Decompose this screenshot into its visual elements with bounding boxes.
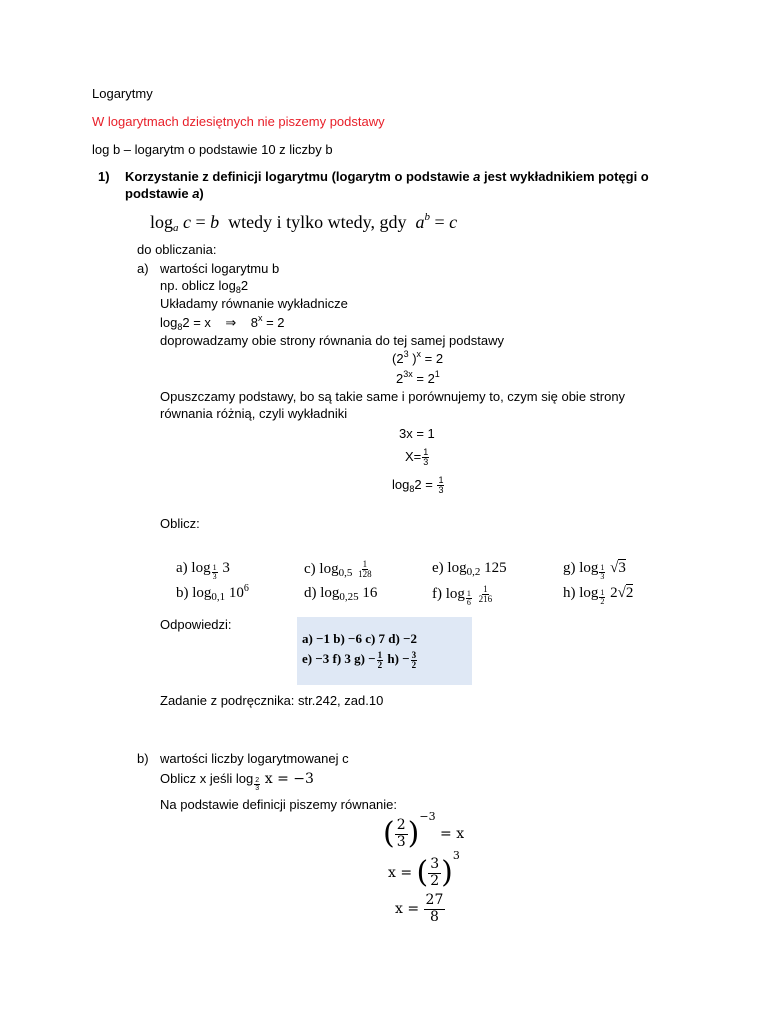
part-a-example (160, 278, 248, 295)
ex-f-label: f) (432, 585, 442, 602)
ex-c-num: 1 (362, 559, 368, 569)
part-a-title: wartości logarytmu b (160, 261, 280, 276)
ex-c-base: 0,5 (338, 566, 353, 579)
part-b-base-num: 2 (255, 777, 260, 785)
ex-h-arg: 2 (610, 585, 618, 601)
ex-a-arg: 3 (222, 560, 230, 576)
ex-f-log: log (445, 585, 465, 602)
ex-f-num: 1 (483, 584, 488, 594)
ex-f-bn: 1 (466, 589, 471, 598)
exercise-g: g) log $\frac{1}{3}$ √3 (563, 560, 626, 582)
ex-c-den: 128 (358, 569, 372, 579)
ans-h-frac (411, 651, 418, 670)
example-text: np. oblicz log (160, 278, 236, 293)
ex-d-base: 0,25 (339, 591, 359, 603)
answers-line-1: a) −1 b) −6 c) 7 d) −2 (302, 631, 418, 646)
eq5-den: 3 (423, 457, 429, 468)
eq1-right-exp: x (257, 313, 263, 323)
ans-g-num: 1 (377, 649, 383, 660)
heading2-italic-a: a (192, 186, 200, 201)
ex-a-base (212, 564, 218, 581)
equation-b3 (395, 890, 445, 928)
eq1-log: log (160, 315, 178, 330)
equation-4: 3x = 1 (399, 426, 435, 441)
b1-rest: = x (440, 826, 465, 842)
page-title: Logarytmy (92, 86, 153, 101)
ex-c-log: log (319, 560, 339, 577)
ex-c-frac (357, 560, 373, 579)
step-3-line2: równania różnią, czyli wykładniki (160, 406, 348, 421)
ex-f-frac (478, 585, 494, 604)
section-heading-line1 (125, 169, 649, 185)
heading2-close: ) (199, 186, 204, 201)
step-3-line1: Opuszczamy podstawy, bo są takie same i porównujemy to, czym się obie strony (160, 389, 626, 404)
answers-line-2 (302, 649, 418, 670)
implies-arrow: ⇒ (225, 315, 237, 330)
ex-g-bn: 1 (600, 563, 605, 573)
ex-d-label: d) (304, 585, 317, 601)
ex-g-arg: 3 (618, 560, 626, 576)
ex-g-log: log (579, 560, 599, 576)
eq2-base: (2 (392, 351, 404, 366)
section-heading-line2 (125, 186, 204, 202)
eq3-exp2: 1 (434, 369, 440, 379)
part-b-base-den: 3 (255, 785, 260, 793)
ex-h-root: 2 (625, 585, 634, 601)
ex-g-bd: 3 (600, 572, 605, 582)
eq1-right-rest: = 2 (262, 315, 285, 330)
ans-h-num: 3 (411, 649, 417, 660)
b3-den: 8 (429, 908, 439, 925)
equation-2 (392, 351, 443, 368)
eq6-base: 8 (409, 484, 415, 494)
zadanie-line: Zadanie z podręcznika: str.242, zad.10 (160, 693, 384, 708)
ex-h-bn: 1 (600, 588, 605, 598)
answers-line2-text: e) −3 f) 3 g) − (302, 651, 376, 666)
ex-a-bn: 1 (212, 563, 217, 573)
example-base: 8 (235, 285, 241, 295)
b3-left: x = (395, 901, 420, 917)
ex-a-log: log (191, 560, 211, 576)
b2-den: 2 (430, 872, 440, 889)
ex-a-label: a) (176, 560, 188, 576)
part-b-oblicz (160, 768, 314, 793)
exercise-h: h) log $\frac{1}{2}$ 2√2 (563, 585, 634, 607)
b3-frac (424, 893, 446, 925)
ex-d-arg: 16 (362, 585, 378, 601)
ex-e-base: 0,2 (466, 566, 481, 578)
ex-b-exp: 6 (243, 583, 249, 594)
equation-3 (396, 371, 440, 388)
ex-e-arg: 125 (484, 560, 507, 576)
section-number: 1) (98, 169, 110, 184)
eq3-base: 2 (396, 371, 404, 386)
log-definition-line: log b – logarytm o podstawie 10 z liczby b (92, 142, 333, 157)
part-b-title: wartości liczby logarytmowanej c (160, 751, 349, 766)
ex-e-label: e) (432, 560, 444, 576)
ex-h-log: log (579, 585, 599, 601)
red-note: W logarytmach dziesiętnych nie piszemy podstawy (92, 114, 385, 129)
example-arg: 2 (240, 278, 249, 293)
eq5-num: 1 (423, 447, 429, 458)
heading-text: Korzystanie z definicji logarytmu (logarytm o podstawie (125, 169, 474, 184)
ex-h-label: h) (563, 585, 576, 601)
ex-c-label: c) (304, 560, 316, 577)
exercise-d (304, 585, 377, 602)
equation-5 (405, 444, 430, 470)
step-2: doprowadzamy obie strony równania do tej samej podstawy (160, 333, 504, 348)
eq6-rest: 2 = (414, 477, 433, 492)
part-b-base-frac (254, 777, 260, 792)
ex-b-label: b) (176, 585, 189, 601)
equation-6 (392, 472, 445, 499)
na-podstawie: Na podstawie definicji piszemy równanie: (160, 797, 398, 812)
b2-num: 3 (430, 856, 440, 873)
part-a-marker: a) (137, 261, 149, 276)
eq6-fraction (437, 476, 444, 495)
definition-formula: loga c = b wtedy i tylko wtedy, gdy $a^b = c$ (150, 211, 458, 234)
eq1-base: 8 (177, 322, 183, 332)
equation-b1: ( $\frac{2}{3}$ )$^{-3}$ = x (383, 810, 465, 851)
part-b-oblicz-text: Oblicz x jeśli log (160, 771, 254, 786)
eq2-rest: = 2 (421, 351, 444, 366)
answers-h-text: h) − (384, 651, 410, 666)
ex-d-log: log (320, 585, 340, 601)
ex-f-bd: 6 (466, 598, 471, 607)
eq5-fraction (422, 448, 429, 467)
b2-left: x = (388, 865, 413, 881)
b3-num: 27 (425, 892, 444, 909)
eq6-log: log (392, 477, 410, 492)
exercise-b (176, 585, 249, 602)
eq3-exp: 3x (403, 369, 413, 379)
ex-a-bd: 3 (212, 572, 217, 582)
eq2-mid: ) (408, 351, 417, 366)
b1-exp: −3 (419, 810, 436, 823)
eq2-exp3: 3 (403, 349, 409, 359)
eq2-expx: x (416, 349, 422, 359)
oblicz-label: Oblicz: (160, 516, 200, 531)
exercise-a (176, 560, 230, 582)
definition-text: wtedy i tylko wtedy, gdy (228, 212, 407, 232)
equation-b2: x = ( $\frac{3}{2}$ )$^3$ (388, 849, 460, 890)
do-obliczania: do obliczania: (137, 242, 217, 257)
eq1-right-base: 8 (250, 315, 258, 330)
ex-b-base: 0,1 (211, 591, 226, 603)
ans-h-den: 2 (411, 659, 417, 670)
ans-g-den: 2 (377, 659, 383, 670)
exercise-c (304, 560, 374, 579)
odpowiedzi-label: Odpowiedzi: (160, 617, 232, 632)
part-b-marker: b) (137, 751, 149, 766)
eq1-rest: 2 = x (182, 315, 211, 330)
heading2-text: podstawie (125, 186, 193, 201)
b1-num: 2 (396, 817, 406, 834)
ex-b-log: log (192, 585, 212, 601)
eq3-mid: = 2 (412, 371, 435, 386)
ex-g-base (599, 564, 605, 581)
ex-f-den: 216 (478, 594, 493, 604)
equation-1 (160, 315, 285, 332)
eq6-num: 1 (438, 475, 444, 486)
step-1: Układamy równanie wykładnicze (160, 296, 348, 311)
ex-h-bd: 2 (600, 597, 605, 607)
ex-g-label: g) (563, 560, 576, 576)
exercise-e (432, 560, 507, 577)
ex-e-log: log (447, 560, 467, 576)
heading-text-mid: jest wykładnikiem potęgi o (480, 169, 649, 184)
heading-italic-a: a (473, 169, 481, 184)
part-b-equation: x = −3 (264, 771, 314, 787)
ans-g-frac (377, 651, 384, 670)
b2-exp: 3 (452, 849, 460, 862)
ex-f-base (466, 590, 472, 607)
b2-frac (428, 857, 441, 889)
exercise-f (432, 584, 494, 607)
eq5-left: X= (405, 449, 422, 464)
eq6-den: 3 (438, 485, 444, 496)
ex-b-arg: 10 (228, 585, 244, 601)
b1-frac (395, 818, 408, 850)
ex-h-base (599, 589, 605, 606)
b1-den: 3 (396, 833, 406, 850)
